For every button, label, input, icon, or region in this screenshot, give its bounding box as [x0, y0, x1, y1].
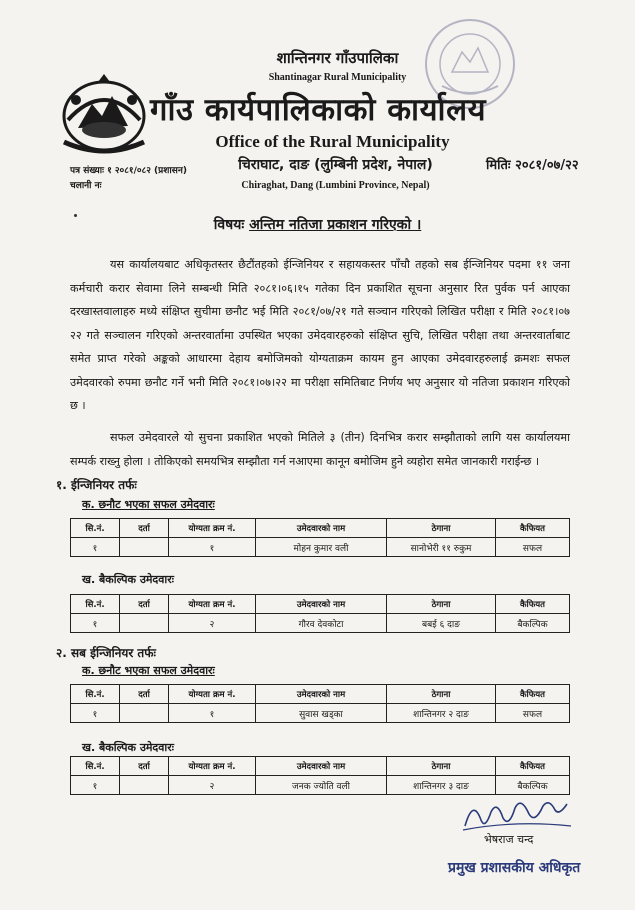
office-title-np: गाँउ कार्यपालिकाको कार्यालय	[150, 92, 487, 128]
col-serial: सि.नं.	[71, 757, 120, 776]
col-candidate-name: उमेदवारको नाम	[256, 595, 387, 614]
results-table	[70, 518, 570, 557]
table-header-row	[71, 519, 570, 538]
col-merit-rank: योग्यता क्रम नं.	[169, 685, 256, 704]
cell-remarks: बैकल्पिक	[496, 776, 570, 795]
col-remarks: कैफियत	[496, 757, 570, 776]
col-remarks: कैफियत	[496, 519, 570, 538]
office-title-en: Office of the Rural Municipality	[215, 132, 450, 151]
reference-number: पत्र संख्याः १ २०८१/०८२ (प्रशासन)	[70, 166, 187, 176]
signature-icon	[455, 790, 575, 834]
notice-date: मितिः २०८१/०७/२२	[486, 158, 579, 173]
group-label-selected: क. छनौट भएका सफल उमेदवारः	[82, 498, 215, 511]
results-table	[70, 594, 570, 633]
table-row	[71, 538, 570, 557]
section-heading-sub-engineer: २. सब ईन्जिनियर तर्फः	[56, 646, 156, 660]
cell-registration	[120, 614, 169, 633]
table-header-row	[71, 757, 570, 776]
col-remarks: कैफियत	[496, 685, 570, 704]
address-np: चिराघाट, दाङ (लुम्बिनी प्रदेश, नेपाल)	[238, 157, 433, 173]
col-address: ठेगाना	[387, 685, 496, 704]
group-label-alternate: ख. बैकल्पिक उमेदवारः	[82, 573, 174, 586]
table-header-row	[71, 685, 570, 704]
subject-label: विषयः	[213, 217, 245, 233]
municipality-name-np: शान्तिनगर गाँउपालिका	[276, 49, 399, 67]
cell-merit-rank: १	[169, 704, 256, 723]
subject-line	[0, 215, 635, 234]
dispatch-number: चलानी नः	[70, 181, 102, 191]
cell-registration	[120, 538, 169, 557]
col-candidate-name: उमेदवारको नाम	[256, 757, 387, 776]
cell-merit-rank: २	[169, 776, 256, 795]
table-header-row	[71, 595, 570, 614]
address-en: Chiraghat, Dang (Lumbini Province, Nepal)	[241, 180, 430, 191]
col-serial: सि.नं.	[71, 595, 120, 614]
col-candidate-name: उमेदवारको नाम	[256, 519, 387, 538]
col-registration: दर्ता	[120, 595, 169, 614]
cell-remarks: सफल	[496, 704, 570, 723]
col-serial: सि.नं.	[71, 685, 120, 704]
col-candidate-name: उमेदवारको नाम	[256, 685, 387, 704]
body-paragraph-1: यस कार्यालयबाट अधिकृतस्तर छैटौंतहको ईन्जिनियर र सहायकस्तर पाँचौ तहको सब ईन्जिनियर पदमा ११ जना कर्मचारी करार सेवामा लिने सम्बन्धी मिति २०८१।०६।१५ गतेका दिन प्रकाशित सूचना अनुसार रित पुर्वक पर्न आएका दरखास्तवालाहरु मध्ये संक्षिप्त सुचीमा छनौट भई मिति २०८१/०७/२१ गते सञ्चान गरिएको लिखित परीक्षा र मिति २०८१।०७ २२ गते सञ्चालन गरिएको अन्तरवार्तामा उपस्थित भएका उमेदवारहरुको संक्षिप्त सुचि, लिखित परीक्षा तथा अन्तरवार्ताबाट समेत प्राप्त गरेको अङ्कको आधारमा देहाय बमोजिमको योग्यताक्रम कायम हुन आएका उमेदवारहरुलाई क्रमशः सफल उमेदवारको रुपमा छनौट गर्ने भनी मिति २०८१।०७।२२ मा परीक्षा समितिबाट निर्णय भए अनुसार यो नतिजा प्रकाशन गरिएको छ ।	[70, 258, 570, 412]
col-remarks: कैफियत	[496, 595, 570, 614]
col-merit-rank: योग्यता क्रम नं.	[169, 595, 256, 614]
col-merit-rank: योग्यता क्रम नं.	[169, 519, 256, 538]
cell-merit-rank: २	[169, 614, 256, 633]
cell-merit-rank: १	[169, 538, 256, 557]
table-row	[71, 614, 570, 633]
cell-address: सानोभेरी ११ रुकुम	[387, 538, 496, 557]
cell-remarks: बैकल्पिक	[496, 614, 570, 633]
cell-serial: १	[71, 538, 120, 557]
cell-candidate-name: गौरव देवकोटा	[256, 614, 387, 633]
col-merit-rank: योग्यता क्रम नं.	[169, 757, 256, 776]
cell-address: शान्तिनगर २ दाङ	[387, 704, 496, 723]
body-paragraph-2: सफल उमेदवारले यो सुचना प्रकाशित भएको मितिले ३ (तीन) दिनभित्र करार सम्झौताको लागि यस कार्यालयमा सम्पर्क राख्नु होला । तोकिएको समयभित्र सम्झौता गर्न नआएमा कानून बमोजिम हुने व्यहोरा समेत जानकारी गराईन्छ ।	[70, 431, 570, 468]
col-serial: सि.नं.	[71, 519, 120, 538]
signatory-name: भेषराज चन्द	[484, 833, 534, 846]
municipality-name-en: Shantinagar Rural Municipality	[268, 72, 407, 83]
cell-address: बबई ६ दाङ	[387, 614, 496, 633]
cell-candidate-name: जनक ज्योति वली	[256, 776, 387, 795]
cell-remarks: सफल	[496, 538, 570, 557]
cell-registration	[120, 776, 169, 795]
group-label-alternate: ख. बैकल्पिक उमेदवारः	[82, 741, 174, 754]
col-address: ठेगाना	[387, 757, 496, 776]
col-registration: दर्ता	[120, 757, 169, 776]
col-registration: दर्ता	[120, 685, 169, 704]
col-address: ठेगाना	[387, 519, 496, 538]
cell-registration	[120, 704, 169, 723]
signatory-title: प्रमुख प्रशासकीय अधिकृत	[448, 860, 581, 876]
col-registration: दर्ता	[120, 519, 169, 538]
cell-candidate-name: सुवास खड्का	[256, 704, 387, 723]
cell-serial: १	[71, 704, 120, 723]
section-heading-engineer: १. ईन्जिनियर तर्फः	[56, 478, 137, 492]
cell-serial: १	[71, 614, 120, 633]
cell-serial: १	[71, 776, 120, 795]
cell-address: शान्तिनगर ३ दाङ	[387, 776, 496, 795]
table-row	[71, 704, 570, 723]
subject-text: अन्तिम नतिजा प्रकाशन गरिएको ।	[249, 217, 422, 233]
col-address: ठेगाना	[387, 595, 496, 614]
results-table	[70, 684, 570, 723]
cell-candidate-name: मोहन कुमार वली	[256, 538, 387, 557]
group-label-selected: क. छनौट भएका सफल उमेदवारः	[82, 664, 215, 677]
